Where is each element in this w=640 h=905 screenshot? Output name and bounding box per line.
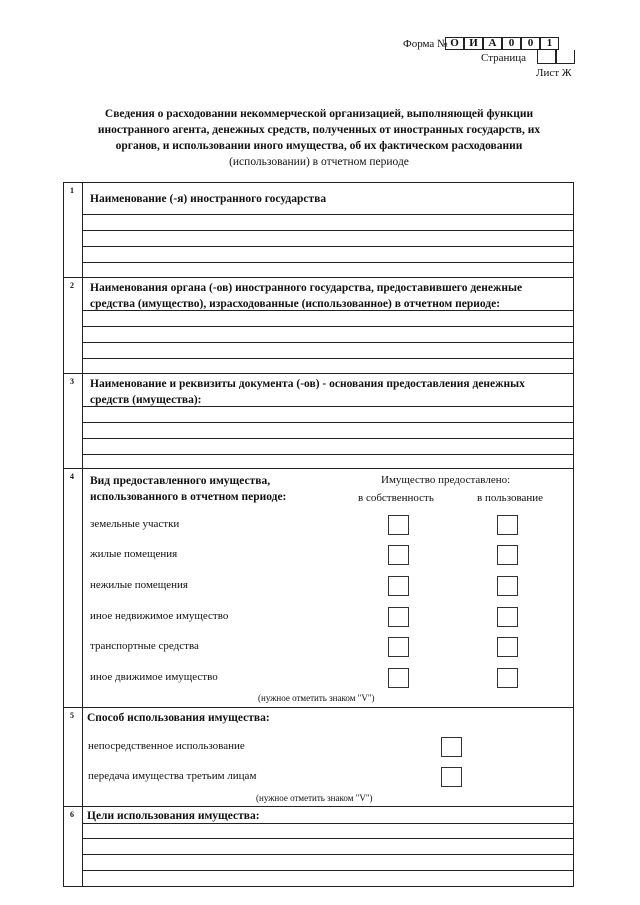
entry-line[interactable]: [82, 214, 574, 215]
mark-instruction-note: (нужное отметить знаком "V"): [256, 793, 373, 803]
use-checkbox[interactable]: [497, 515, 518, 535]
section-separator: [63, 468, 574, 469]
page-number-box[interactable]: [537, 50, 556, 64]
section-separator: [63, 373, 574, 374]
heading-line: средства (имущество), израсходованные (использованное) в отчетном периоде:: [90, 298, 501, 310]
form-code-cell: 0: [502, 37, 521, 50]
mark-instruction-note: (нужное отметить знаком "V"): [258, 693, 375, 703]
usage-method-checkbox[interactable]: [441, 767, 462, 787]
form-code-cell: О: [445, 37, 464, 50]
heading-line: Наименования органа (-ов) иностранного государства, предоставившего денежные: [90, 282, 523, 294]
use-checkbox[interactable]: [497, 545, 518, 565]
form-code-cell: А: [483, 37, 502, 50]
use-checkbox[interactable]: [497, 607, 518, 627]
ownership-checkbox[interactable]: [388, 545, 409, 565]
section-number: 1: [70, 186, 74, 195]
section-heading-basis-document: [90, 376, 525, 408]
column-header-use: в пользование: [477, 492, 544, 504]
title-line: иностранного агента, денежных средств, полученных от иностранных государств, их: [97, 124, 541, 136]
entry-line[interactable]: [82, 438, 574, 439]
entry-line[interactable]: [82, 422, 574, 423]
section-separator: [63, 806, 574, 807]
property-type-item: жилые помещения: [90, 548, 178, 560]
section-heading-foreign-state: Наименование (-я) иностранного государства: [90, 193, 327, 205]
title-line: (использовании) в отчетном периоде: [229, 156, 409, 168]
entry-line[interactable]: [82, 230, 574, 231]
heading-line: использованного в отчетном периоде:: [90, 491, 287, 503]
section-number: 3: [70, 377, 74, 386]
usage-method-item: передача имущества третьим лицам: [88, 770, 257, 782]
entry-line[interactable]: [82, 823, 574, 824]
entry-line[interactable]: [82, 454, 574, 455]
section-heading-usage-method: Способ использования имущества:: [87, 712, 270, 724]
entry-line[interactable]: [82, 870, 574, 871]
section-number: 5: [70, 711, 74, 720]
sheet-label: Лист Ж: [536, 67, 572, 79]
heading-line: Вид предоставленного имущества,: [90, 475, 271, 487]
number-column-divider: [82, 182, 83, 887]
property-type-item: нежилые помещения: [90, 579, 188, 591]
entry-line[interactable]: [82, 262, 574, 263]
section-heading-foreign-body: [90, 280, 522, 312]
use-checkbox[interactable]: [497, 576, 518, 596]
page-number-box[interactable]: [556, 50, 575, 64]
use-checkbox[interactable]: [497, 668, 518, 688]
section-separator: [63, 707, 574, 708]
property-type-item: транспортные средства: [90, 640, 199, 652]
entry-line[interactable]: [82, 854, 574, 855]
form-number-label: Форма №: [403, 38, 448, 50]
property-type-item: иное движимое имущество: [90, 671, 218, 683]
page-label: Страница: [481, 52, 527, 64]
usage-method-checkbox[interactable]: [441, 737, 462, 757]
property-provided-label: Имущество предоставлено:: [381, 474, 511, 486]
form-code-cell: И: [464, 37, 483, 50]
heading-line: Наименование и реквизиты документа (-ов) - основания предоставления денежных: [90, 378, 525, 390]
section-separator: [63, 277, 574, 278]
ownership-checkbox[interactable]: [388, 637, 409, 657]
entry-line[interactable]: [82, 406, 574, 407]
ownership-checkbox[interactable]: [388, 515, 409, 535]
entry-line[interactable]: [82, 838, 574, 839]
document-title: [60, 106, 578, 170]
entry-line[interactable]: [82, 342, 574, 343]
property-type-item: иное недвижимое имущество: [90, 610, 229, 622]
entry-line[interactable]: [82, 326, 574, 327]
property-type-item: земельные участки: [90, 518, 180, 530]
ownership-checkbox[interactable]: [388, 576, 409, 596]
form-code-cell: 0: [521, 37, 540, 50]
entry-line[interactable]: [82, 310, 574, 311]
heading-line: средств (имущества):: [90, 394, 202, 406]
entry-line[interactable]: [82, 358, 574, 359]
entry-line[interactable]: [82, 246, 574, 247]
section-heading-property-type: [90, 473, 286, 505]
title-line: Сведения о расходовании некоммерческой организацией, выполняющей функции: [104, 108, 534, 120]
section-number: 6: [70, 810, 74, 819]
column-header-ownership: в собственность: [358, 492, 434, 504]
ownership-checkbox[interactable]: [388, 668, 409, 688]
usage-method-item: непосредственное использование: [88, 740, 245, 752]
section-heading-usage-purpose: Цели использования имущества:: [87, 810, 260, 822]
section-number: 2: [70, 281, 74, 290]
use-checkbox[interactable]: [497, 637, 518, 657]
form-code-cell: 1: [540, 37, 559, 50]
title-line: органов, и использовании иного имущества, об их фактическом расходовании: [115, 140, 523, 152]
section-number: 4: [70, 472, 74, 481]
ownership-checkbox[interactable]: [388, 607, 409, 627]
